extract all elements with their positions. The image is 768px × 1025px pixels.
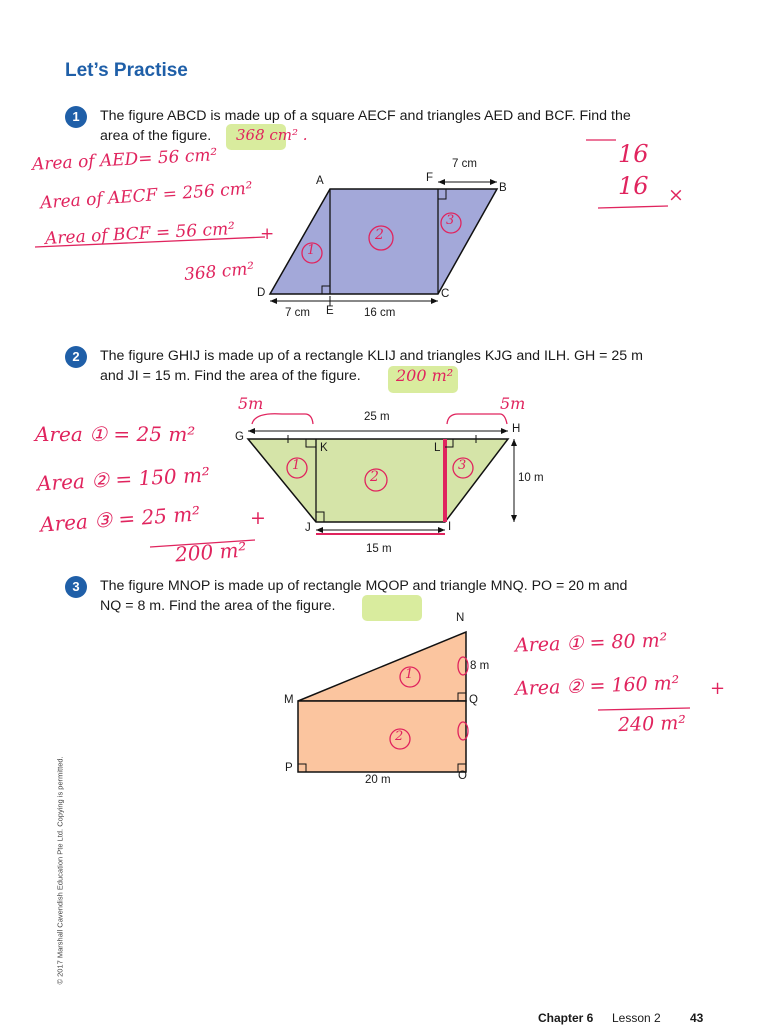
q3-work-line1: Area ① = 80 m² — [514, 629, 668, 657]
q1-label-b: B — [499, 182, 507, 194]
q1-region-2: 2 — [375, 227, 384, 243]
question-2-number: 2 — [65, 346, 87, 368]
q1-work-line2: Area of AECF = 256 cm² — [39, 178, 254, 214]
q1-region-3: 3 — [446, 213, 455, 228]
question-3-number: 3 — [65, 576, 87, 598]
question-2-text-line1: The figure GHIJ is made up of a rectangle KLIJ and triangles KJG and ILH. GH = 25 m — [100, 348, 643, 364]
q1-work-line1: Area of AED= 56 cm² — [31, 145, 218, 175]
question-2-text-line2: and JI = 15 m. Find the area of the figure. — [100, 368, 361, 384]
question-3-answer-box[interactable] — [362, 595, 422, 621]
q1-label-c: C — [441, 288, 450, 300]
q3-rectangle — [298, 701, 466, 772]
q3-dim-nq: 8 m — [470, 660, 490, 672]
q2-label-i: I — [448, 521, 452, 533]
q2-label-j: J — [305, 522, 311, 534]
q2-region-1: 1 — [292, 458, 301, 473]
q1-label-e: E — [326, 305, 334, 317]
q2-dim-top: 25 m — [364, 411, 390, 423]
question-1-text-line1: The figure ABCD is made up of a square AECF and triangles AED and BCF. Find the — [100, 108, 631, 124]
q2-label-k: K — [320, 442, 328, 454]
q2-figure — [248, 414, 517, 534]
q1-label-f: F — [426, 172, 434, 184]
footer-page-number: 43 — [690, 1011, 704, 1025]
q2-work-total: 200 m² — [174, 537, 248, 567]
footer-chapter: Chapter 6 — [538, 1011, 594, 1025]
q1-side-16a: 16 — [618, 140, 649, 168]
q1-side-16b: 16 — [618, 172, 649, 200]
q3-work-total: 240 m² — [617, 711, 687, 737]
q3-region-1: 1 — [405, 667, 414, 682]
q2-work-line1: Area ① = 25 m² — [35, 422, 196, 446]
q3-label-n: N — [456, 612, 465, 624]
q1-dim-top: 7 cm — [452, 158, 477, 170]
question-3-text-line1: The figure MNOP is made up of rectangle MQOP and triangle MNQ. PO = 20 m and — [100, 578, 628, 594]
q3-label-q: Q — [469, 694, 478, 706]
q2-label-h: H — [512, 423, 521, 435]
question-1-text-line2: area of the figure. — [100, 128, 212, 144]
q3-region-2: 2 — [395, 729, 404, 744]
copyright-notice: © 2017 Marshall Cavendish Education Pte Ltd. Copying is permitted. — [55, 756, 65, 985]
q3-work-line2: Area ② = 160 m² — [514, 672, 680, 700]
q1-work-plus: + — [260, 224, 275, 244]
q1-dim-bottom-left: 7 cm — [285, 307, 310, 319]
question-3-text-line2: NQ = 8 m. Find the area of the figure. — [100, 598, 336, 614]
q1-side-times: × — [668, 184, 684, 206]
q1-work-line3: Area of BCF = 56 cm² — [44, 219, 236, 249]
footer-lesson: Lesson 2 — [612, 1011, 661, 1025]
q1-label-d: D — [257, 287, 266, 299]
q2-work-line2: Area ② = 150 m² — [36, 462, 211, 496]
q3-work-plus: + — [710, 678, 726, 699]
q2-region-3: 3 — [458, 458, 467, 473]
q3-figure — [298, 632, 468, 772]
question-1-answer: 368 cm² . — [236, 126, 308, 144]
q3-label-p: P — [285, 762, 293, 774]
q2-dim-right: 10 m — [518, 472, 544, 484]
q2-work-plus: + — [250, 507, 266, 529]
q2-work-5m-right: 5m — [500, 394, 526, 413]
q2-work-5m-left: 5m — [238, 394, 264, 413]
q1-region-1: 1 — [307, 243, 316, 258]
page-heading: Let’s Practise — [65, 60, 188, 81]
q1-label-a: A — [316, 175, 324, 187]
q2-dim-bottom: 15 m — [366, 543, 392, 555]
q2-label-l: L — [434, 442, 441, 454]
q1-work-total: 368 cm² — [183, 258, 256, 286]
q2-label-g: G — [235, 431, 244, 443]
q3-triangle — [298, 632, 466, 701]
q2-work-line3: Area ③ = 25 m² — [39, 501, 201, 537]
q3-label-m: M — [284, 694, 294, 706]
q2-region-2: 2 — [370, 469, 379, 485]
question-2-answer: 200 m² — [396, 366, 454, 385]
question-1-number: 1 — [65, 106, 87, 128]
q1-dim-bottom-right: 16 cm — [364, 307, 396, 319]
q3-dim-po: 20 m — [365, 774, 391, 786]
q3-label-o: O — [458, 770, 467, 782]
